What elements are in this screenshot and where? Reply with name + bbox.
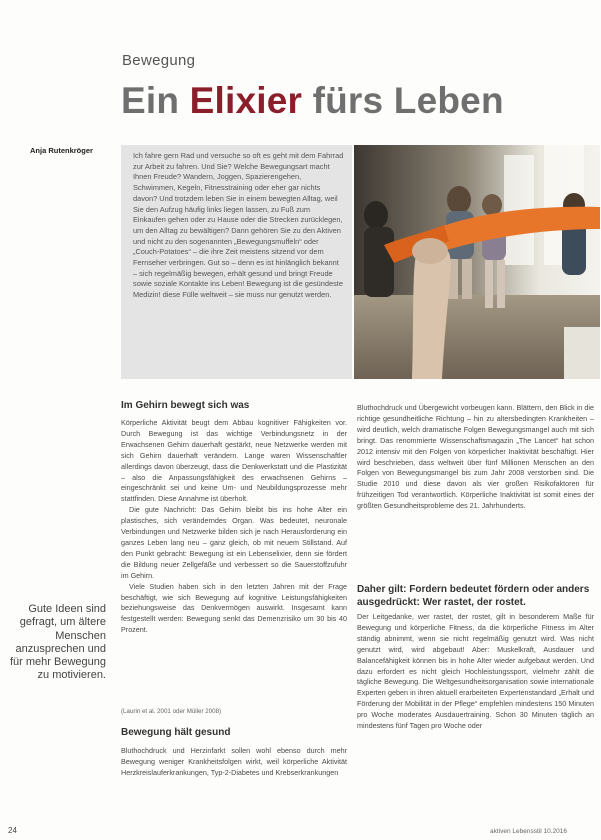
paragraph: Bluthochdruck und Übergewicht vorbeugen kann. Blättern, den Blick in die richtige gesundheitliche Richtung – hin zu altersbedingten Krankheiten – wird deutlich, welch dramatische Folgen Bewegungsmangel auch mit sich bringt. Das renommierte Wissenschaftsmagazin „The Lancet“ hat schon 2012 intensiv mit den Folgen von körperlicher Inaktivität beschäftigt. Hier wird beschrieben, dass weltweit über fünf Millionen Menschen an den Folgen von Bewegungsmangel bis zum Jahr 2008 verstorben sind. Die Studie 2010 und diese davon als vier großen Risikofaktoren für frühzeitigen Tod verantwortlich. Körperliche Inaktivität ist somit eines der größten Gesundheitsprobleme des 21. Jahrhunderts. [357, 403, 594, 511]
pull-quote: Gute Ideen sind gefragt, um ältere Menschen anzusprechen und für mehr Bewegung zu motivieren. [10, 603, 106, 682]
section-body-gehirn [121, 418, 347, 636]
intro-text: Ich fahre gern Rad und versuche so oft es geht mit dem Fahrrad zur Arbeit zu fahren. Und Sie? Welche Bewegungsart macht Ihnen Freude? Wandern, Joggen, Spazierengehen, Schwimmen, Kegeln, Fitnesstraining oder eher gar nichts davon? Und trotzdem leben Sie in einem bewegten Alltag, weil Sie den Aufzug häufig links liegen lassen, zu Fuß zum Einkaufen gehen oder zu Hause oder die Strecken zurücklegen, um den Alltag zu bewältigen? Dann gehören Sie zu den Aktiven und nicht zu den sogenannten „Bewegungsmuffeln“ oder „Couch-Potatoes“ – die ihre Zeit meistens sitzend vor dem Fernseher verbringen. Gut so – denn es ist hinlänglich bekannt – sich regelmäßig bewegen, erhält gesund und bringt Freude sowie soziale Kontakte ins Leben! Bewegung ist die gesündeste Medizin! diese Fülle weltweit – sie muss nur genutzt werden. [133, 151, 344, 300]
paragraph: Viele Studien haben sich in den letzten Jahren mit der Frage beschäftigt, wie sich Bewegung auf kognitive Leistungsfähigkeiten beziehungsweise das Denkvermögen auswirkt. Insgesamt kann festgestellt werden: Bewegung senkt das Demenzrisiko um 30 bis 40 Prozent. [121, 581, 347, 635]
paragraph: Die gute Nachricht: Das Gehirn bleibt bis ins hohe Alter ein plastisches, sich veränderndes Organ. Was bedeutet, neuronale Verbindungen und Netzwerke bilden sich je nach Herausforderung ein ganzes Leben lang neu – ganz gleich, ob mit neuem Stillstand. Auf den Punkt gebracht: Bewegung ist ein Lebenselixier, denn sie fördert die Bildung neuer Zellgefäße und verbessert so die Sauerstoffzufuhr im Gehirn. [121, 505, 347, 580]
section-heading-gehirn: Im Gehirn bewegt sich was [121, 400, 250, 411]
section-body-gesund [121, 746, 347, 779]
title-part-1: Ein [121, 80, 190, 121]
title-part-2: fürs Leben [302, 80, 504, 121]
publication-footer: aktiven Lebensstil 10.2016 [490, 828, 567, 835]
exercise-band-photo [354, 145, 600, 379]
section-heading-gesund: Bewegung hält gesund [121, 727, 231, 738]
page-number: 24 [8, 826, 17, 835]
section-kicker: Bewegung [122, 52, 196, 69]
paragraph: Der Leitgedanke, wer rastet, der rostet, gilt in besonderem Maße für Bewegung und körperliche Fitness, da die körperliche Fitness im Alter ständig abnimmt, wenn sie nicht regelmäßig genutzt wird. Was nicht genutzt wird, wird abgebaut! Aber: Muskelkraft, Ausdauer und Balancefähigkeit können bis in hohe Alter wieder aufgebaut werden. Und dazu erfordert es nicht gleich Hochleistungssport, vielmehr zählt die tägliche Bewegung. Die Weltgesundheitsorganisation sowie internationale Experten geben in ihren aktuell erarbeiteten Expertenstandard „Erhalt und Förderung der Mobilität in der Pflege“ empfehlen mindestens 150 Minuten pro Woche moderates Ausdauertraining. Schon 30 Minuten täglich an mindestens fünf Tagen pro Woche oder [357, 612, 594, 731]
title-highlight: Elixier [189, 80, 303, 121]
source-reference: (Laurin et al. 2001 oder Müller 2008) [121, 708, 222, 715]
right-column-body-2 [357, 612, 594, 732]
right-column-body [357, 403, 594, 512]
intro-box [121, 145, 352, 379]
paragraph: Körperliche Aktivität beugt dem Abbau kognitiver Fähigkeiten vor. Durch Bewegung ist das wichtige Verbindungsnetz in der Erwachsenen Gehirn dauerhaft gestärkt, neue Netzwerke werden mit sich Gehirn dauerhaft verändern. Lange waren Wissenschaftler allerdings davon überzeugt, dass die Denkwerkstatt und die Plastizität – also die Anpassungsfähigkeit des erwachsenen Gehirns – eingeschränkt sei und keine Um- und Neubildungsprozesse mehr stattfinden. Diese Annahme ist überholt. [121, 418, 347, 504]
author-name: Anja Rutenkröger [30, 146, 93, 155]
paragraph: Bluthochdruck und Herzinfarkt sollen wohl ebenso durch mehr Bewegung weniger Krankheitsfolgen wirkt, weil körperliche Aktivität Herzkreislauferkrankungen, Typ-2-Diabetes und Krebserkrankungen [121, 746, 347, 777]
article-title [121, 80, 504, 122]
section-heading-daher: Daher gilt: Fordern bedeutet fördern oder anders ausgedrückt: Wer rastet, der rostet. [357, 584, 590, 608]
